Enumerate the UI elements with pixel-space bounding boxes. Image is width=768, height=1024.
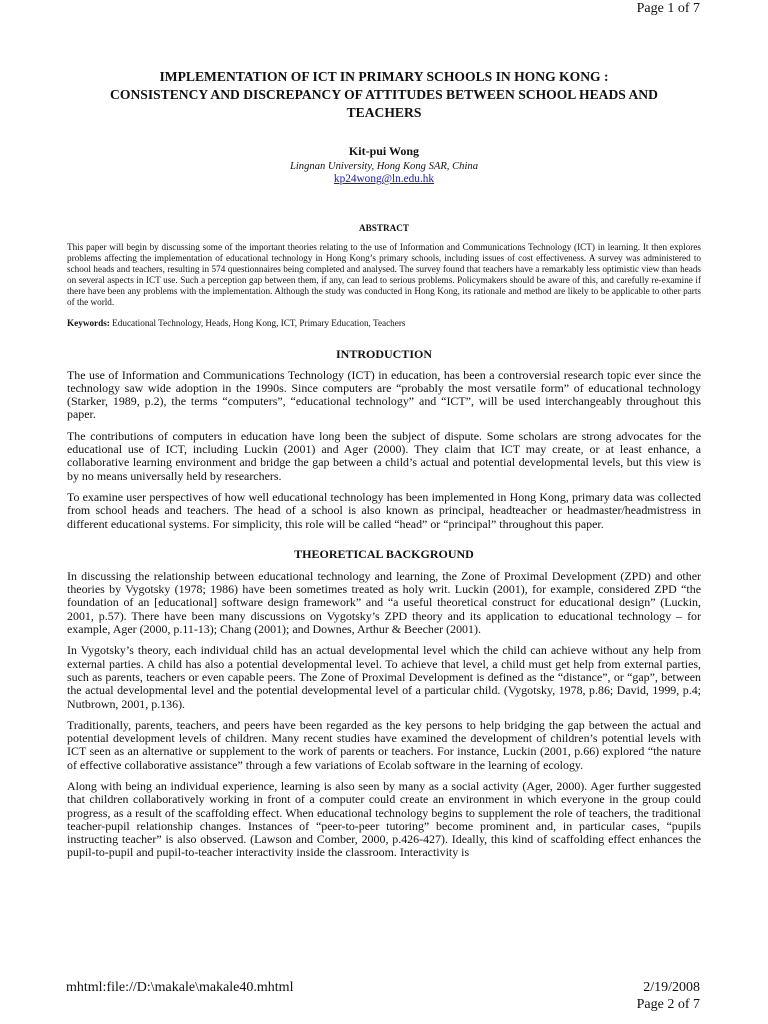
footer-file-url: mhtml:file://D:\makale\makale40.mhtml	[66, 980, 294, 995]
title-line-3: TEACHERS	[346, 105, 422, 120]
intro-paragraph-3: To examine user perspectives of how well educational technology has been implemented in Hong Kong, primary data was collected from school heads and teachers. The head of a school is also known as principal, headteacher or headmaster/headmistress in different educational systems. For simplicity, this role will be called “head” or “principal” throughout this paper.	[67, 489, 701, 531]
page-number-top: Page 1 of 7	[636, 1, 700, 16]
abstract-text: This paper will begin by discussing some of the important theories relating to the use of Information and Communications Technology (ICT) in learning. It then explores problems affecting the implementation of educational technology in Hong Kong’s primary schools, including issues of cost effectiveness. A survey was administered to school heads and teachers, resulting in 574 questionnaires being completed and analysed. The survey found that teachers have a remarkably less optimistic view than heads on several aspects in ICT use. Such a perception gap between them, if any, can lead to serious problems. Policymakers should be aware of this, and carefully re-examine if there have been any problems with the implementation. Although the study was conducted in Hong Kong, its rationale and method are likely to be applicable to other parts of the world.	[67, 242, 701, 308]
keywords-label: Keywords:	[67, 317, 110, 328]
theory-paragraph-2: In Vygotsky’s theory, each individual child has an actual developmental level which the child can achieve without any help from external parties. A child has also a potential developmental level. To achieve that level, a child must get help from external parties, such as parents, teachers or even capable peers. The Zone of Proximal Development is defined as the “distance”, or “gap”, between the actual developmental level and the potential developmental level of a particular child. (Vygotsky, 1978, p.86; David, 1999, p.4; Nutbrown, 2001, p.136).	[67, 643, 701, 711]
theory-paragraph-3: Traditionally, parents, teachers, and peers have been regarded as the key persons to help bridging the gap between the actual and potential development levels of children. Many recent studies have examined the development of children’s potential levels with ICT seen as an alternative or supplement to the work of parents or teachers. For instance, Luckin (2001, p.66) explored “the nature of effective collaborative assistance” through a few variations of Ecolab software in the learning of ecology.	[67, 717, 701, 772]
paper-content	[67, 68, 701, 860]
intro-paragraph-2: The contributions of computers in education have long been the subject of dispute. Some scholars are strong advocates for the educational use of ICT, including Luckin (2001) and Ager (2000). They claim that ICT may create, or at least enhance, a collaborative learning environment and bridge the gap between a child’s actual and potential developmental levels, but this view is by no means universally held by researchers.	[67, 428, 701, 483]
theoretical-background-heading: THEORETICAL BACKGROUND	[294, 546, 474, 561]
keywords-list: Educational Technology, Heads, Hong Kong, ICT, Primary Education, Teachers	[112, 317, 406, 328]
theory-paragraph-1: In discussing the relationship between educational technology and learning, the Zone of Proximal Development (ZPD) and other theories by Vygotsky (1978; 1986) have been sometimes treated as holy writ. Luckin (2001), for example, considered ZPD “the foundation of an [educational] software design framework” and “a useful theoretical construct for educational design” (Luckin, 2001, p.57). There have been many discussions on Vygotsky’s ZPD theory and its application to educational technology – for example, Ager (2000, p.11-13); Chang (2001); and Downes, Arthur & Beecher (2001).	[67, 568, 701, 637]
title-line-2: CONSISTENCY AND DISCREPANCY OF ATTITUDES BETWEEN SCHOOL HEADS AND	[110, 87, 658, 102]
theory-paragraph-4: Along with being an individual experience, learning is also seen by many as a social activity (Ager, 2000). Ager further suggested that children collaboratively working in front of a computer could create an environment in which everyone in the group could progress, as a result of the scaffolding effect. When educational technology begins to supplement the role of teachers, the traditional teacher-pupil relationship changes. Instances of “peer-to-peer tutoring” become prominent and, in particular cases, “pupils instructing teacher” is also observed. (Lawson and Comber, 2000, p.426-427). Ideally, this kind of scaffolding effect enhances the pupil-to-pupil and pupil-to-teacher interactivity inside the classroom. Interactivity is	[67, 778, 701, 860]
page-number-bottom: Page 2 of 7	[636, 997, 700, 1012]
intro-paragraph-1: The use of Information and Communications Technology (ICT) in education, has been a controversial research topic ever since the technology saw wide adoption in the 1990s. Since computers are “probably the most versatile form” of educational technology (Starker, 1989, p.2), the terms “computers”, “educational technology” and “ICT”, will be used interchangeably throughout this paper.	[67, 367, 701, 422]
author-affiliation: Lingnan University, Hong Kong SAR, China	[289, 161, 479, 172]
author-name: Kit-pui Wong	[348, 144, 420, 158]
footer-date: 2/19/2008	[643, 980, 700, 995]
abstract-heading: ABSTRACT	[358, 223, 410, 233]
keywords-line	[67, 318, 701, 329]
paper-title	[67, 68, 701, 122]
author-email-link[interactable]: kp24wong@ln.edu.hk	[333, 173, 435, 185]
introduction-heading: INTRODUCTION	[335, 346, 432, 361]
title-line-1: IMPLEMENTATION OF ICT IN PRIMARY SCHOOLS IN HONG KONG :	[159, 69, 609, 84]
